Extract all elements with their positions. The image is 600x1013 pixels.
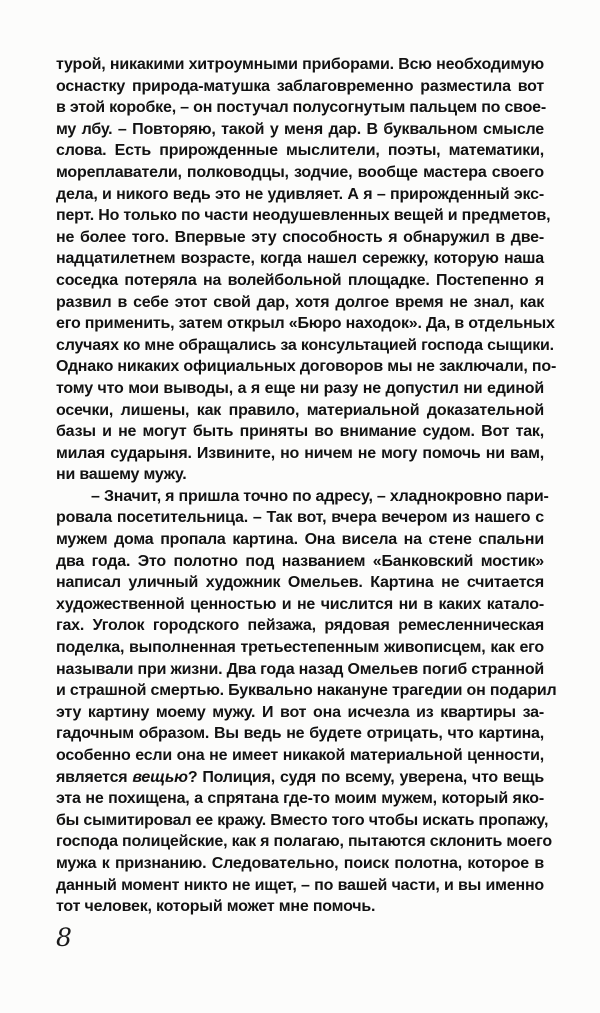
text-line: дела, и никого ведь это не удивляет. А я – прирожденный экс- — [56, 185, 544, 203]
text-line: турой, никакими хитроумными приборами. Всю необходимую — [56, 56, 544, 73]
text-line: соседка потеряла на волейбольной площадке. Постепенно я — [56, 271, 544, 289]
text-line: тот человек, который может мне помочь. — [56, 898, 376, 916]
text-line: тому что мои выводы, а я еще ни разу не допустил ни единой — [56, 379, 544, 397]
text-line: надцатилетнем возрасте, когда нашел сережку, которую наша — [56, 250, 544, 268]
text-line: бы сымитировал ее кражу. Вместо того чтобы искать пропажу, — [56, 811, 549, 829]
text-line: гах. Уголок городского пейзажа, рядовая ремесленническая — [56, 617, 544, 635]
text-line: не более того. Впервые эту способность я обнаружил в две- — [56, 228, 544, 246]
text-line: мужем дома пропала картина. Она висела на стене спальни — [56, 531, 544, 549]
text-line: му лбу. – Повторяю, такой у меня дар. В буквальном смысле — [56, 120, 544, 138]
text-line: базы и не могут быть приняты во внимание судом. Вот так, — [56, 423, 544, 441]
text-line: – Значит, я пришла точно по адресу, – хладнокровно пари- — [91, 487, 549, 505]
text-line: осечки, лишены, как правило, материальной доказательной — [56, 401, 544, 419]
text-line: ровала посетительница. – Так вот, вчера вечером из нашего с — [56, 509, 544, 527]
text-line: Однако никаких официальных договоров мы не заключали, по- — [56, 358, 557, 376]
text-line: данный момент никто не ищет, – по вашей части, и вы именно — [56, 876, 544, 894]
body-text — [56, 54, 557, 918]
text-line: мореплаватели, полководцы, зодчие, вообще мастера своего — [56, 163, 544, 181]
text-line: поделка, выполненная третьестепенным живописцем, как его — [56, 639, 544, 657]
text-line: милая сударыня. Извините, но ничем не могу помочь ни вам, — [56, 444, 544, 462]
text-line: и страшной смертью. Буквально накануне трагедии он подарил — [56, 682, 557, 700]
text-line: эта не похищена, а спрятана где-то моим мужем, который яко- — [56, 790, 544, 808]
text-line: является вещью? Полиция, судя по всему, уверена, что вещь — [56, 768, 544, 786]
text-line: написал уличный художник Омельев. Картина не считается — [56, 574, 544, 592]
text-line: оснастку природа-матушка заблаговременно разместила вот — [56, 77, 544, 95]
text-line: особенно если она не имеет никакой материальной ценности, — [56, 747, 544, 764]
text-line: гадочным образом. Вы ведь не будете отрицать, что картина, — [56, 725, 544, 743]
text-line: два года. Это полотно под названием «Банковский мостик» — [56, 552, 544, 570]
text-line: ни вашему мужу. — [56, 466, 187, 484]
text-line: слова. Есть прирожденные мыслители, поэты, математики, — [56, 142, 544, 160]
page-number: 8 — [56, 923, 72, 952]
text-line: мужа к признанию. Следовательно, поиск полотна, которое в — [56, 854, 544, 872]
text-line: эту картину моему мужу. И вот она исчезла из квартиры за- — [56, 703, 544, 721]
text-line: случаях ко мне обращались за консультацией господа сыщики. — [56, 336, 554, 354]
text-line: перт. Но только по части неодушевленных вещей и предметов, — [56, 207, 551, 225]
text-line: развил в себе этот свой дар, хотя долгое время не знал, как — [56, 293, 544, 311]
text-line: художественной ценностью и не числится ни в каких катало- — [56, 595, 544, 613]
text-line: его применить, затем открыл «Бюро находок». Да, в отдельных — [56, 315, 555, 333]
text-line: называли при жизни. Два года назад Омельев погиб странной — [56, 660, 545, 678]
text-line: господа полицейские, как я полагаю, пытаются склонить моего — [56, 833, 552, 851]
text-line: в этой коробке, – он постучал полусогнутым пальцем по свое- — [56, 99, 547, 117]
